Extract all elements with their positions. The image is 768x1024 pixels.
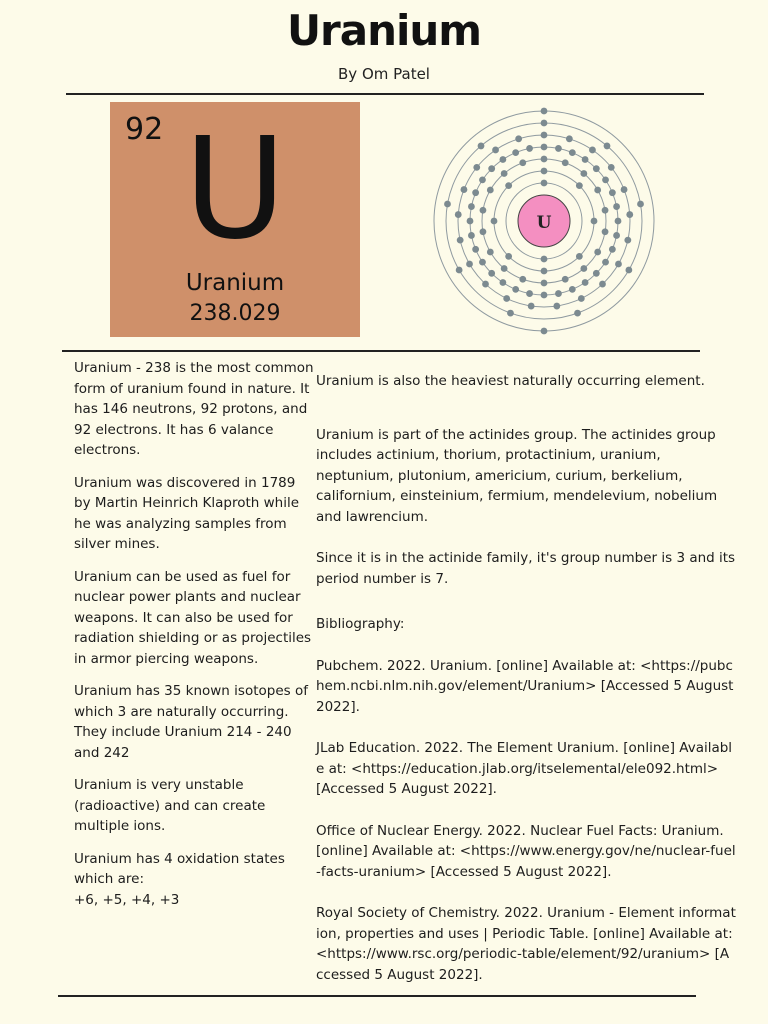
electron bbox=[625, 267, 632, 274]
details-column bbox=[316, 371, 736, 985]
fact-group-period: Since it is in the actinide family, it's group number is 3 and its period number is 7. bbox=[316, 550, 736, 587]
fact-actinides: Uranium is part of the actinides group. The actinides group includes actinium, thorium, protactinium, uranium, neptunium, plutonium, americium, curium, berkelium, californium, einsteinium, fermium, mendelevium, nobelium and lawrencium. bbox=[316, 426, 718, 525]
electron bbox=[487, 249, 494, 256]
electron bbox=[482, 281, 489, 288]
element-symbol: U bbox=[183, 108, 287, 271]
electron bbox=[594, 249, 601, 256]
electron bbox=[609, 189, 616, 196]
fact-isotope-238: Uranium - 238 is the most common form of uranium found in nature. It has 146 neutrons, 92 protons, and 92 electrons. It has 6 valance electrons. bbox=[74, 360, 314, 458]
electron bbox=[569, 149, 576, 156]
electron bbox=[621, 186, 628, 193]
electron bbox=[488, 270, 495, 277]
fact-discovery: Uranium was discovered in 1789 by Martin Heinrich Klaproth while he was analyzing samples from silver mines. bbox=[74, 474, 300, 552]
element-name: Uranium bbox=[185, 270, 285, 296]
electron bbox=[505, 253, 512, 260]
electron bbox=[519, 276, 526, 283]
fact-oxidation-states bbox=[74, 849, 314, 911]
electron bbox=[491, 218, 498, 225]
electron bbox=[515, 135, 522, 142]
electron bbox=[526, 290, 533, 297]
electron bbox=[503, 295, 510, 302]
electron bbox=[461, 186, 468, 193]
facts-column bbox=[74, 358, 314, 910]
electron bbox=[457, 237, 464, 244]
reference-rsc: Royal Society of Chemistry. 2022. Uranium - Element information, properties and uses | Periodic Table. [online] Available at: <https://www.rsc.org/periodic-table/element/92/uranium> [Accessed 5 August 2022]. bbox=[316, 905, 736, 983]
electron bbox=[541, 132, 548, 139]
electron bbox=[492, 147, 499, 154]
electron bbox=[578, 295, 585, 302]
fact-radioactive: Uranium is very unstable (radioactive) and can create multiple ions. bbox=[74, 777, 266, 834]
electron bbox=[562, 159, 569, 166]
electron bbox=[541, 268, 548, 275]
electron bbox=[637, 201, 644, 208]
electron bbox=[468, 232, 475, 239]
electron bbox=[468, 203, 475, 210]
electron bbox=[541, 144, 548, 151]
author-byline: By Om Patel bbox=[338, 65, 430, 83]
electron bbox=[479, 176, 486, 183]
oxidation-values: +6, +5, +4, +3 bbox=[74, 891, 180, 908]
atomic-mass: 238.029 bbox=[189, 301, 281, 326]
bottom-divider bbox=[58, 995, 696, 997]
electron bbox=[479, 259, 486, 266]
electron bbox=[478, 143, 485, 150]
electron bbox=[472, 189, 479, 196]
electron bbox=[624, 237, 631, 244]
electron bbox=[499, 279, 506, 286]
electron bbox=[456, 267, 463, 274]
electron bbox=[615, 261, 622, 268]
reference-pubchem: Pubchem. 2022. Uranium. [online] Available at: <https://pubchem.ncbi.nlm.nih.gov/element/Uranium> [Accessed 5 August 2022]. bbox=[316, 657, 734, 715]
page-title: Uranium bbox=[286, 6, 482, 55]
electron bbox=[593, 165, 600, 172]
electron bbox=[528, 303, 535, 310]
nucleus-label: U bbox=[536, 213, 552, 233]
electron bbox=[599, 281, 606, 288]
bohr-model-diagram bbox=[418, 100, 670, 345]
electron bbox=[541, 120, 548, 127]
atomic-number: 92 bbox=[125, 112, 164, 147]
electron bbox=[609, 246, 616, 253]
electron bbox=[541, 168, 548, 175]
electron bbox=[480, 228, 487, 235]
fact-isotopes: Uranium has 35 known isotopes of which 3 are naturally occurring. They include Uranium 214 - 240 and 242 bbox=[74, 683, 308, 761]
electron bbox=[566, 135, 573, 142]
electron bbox=[541, 108, 548, 115]
electron bbox=[499, 156, 506, 163]
oxidation-intro: Uranium has 4 oxidation states which are: bbox=[74, 850, 285, 887]
electron bbox=[541, 280, 548, 287]
electron bbox=[602, 228, 609, 235]
electron bbox=[488, 165, 495, 172]
top-divider bbox=[66, 93, 704, 95]
fact-uses: Uranium can be used as fuel for nuclear power plants and nuclear weapons. It can also be used for radiation shielding or as projectiles in armor piercing weapons. bbox=[74, 568, 312, 667]
electron bbox=[589, 147, 596, 154]
electron bbox=[582, 279, 589, 286]
electron bbox=[608, 164, 615, 171]
electron bbox=[526, 145, 533, 152]
electron bbox=[569, 286, 576, 293]
electron bbox=[487, 187, 494, 194]
electron bbox=[541, 180, 548, 187]
electron bbox=[626, 211, 633, 218]
electron bbox=[553, 303, 560, 310]
reference-jlab: JLab Education. 2022. The Element Uranium. [online] Available at: <https://education.jlab.org/itselemental/ele092.html> [Accessed 5 August 2022]. bbox=[316, 740, 733, 797]
electron bbox=[512, 149, 519, 156]
electron bbox=[466, 261, 473, 268]
electron bbox=[455, 211, 462, 218]
electron bbox=[541, 156, 548, 163]
electron bbox=[574, 310, 581, 317]
electron bbox=[501, 170, 508, 177]
electron bbox=[541, 292, 548, 299]
electron bbox=[602, 207, 609, 214]
electron bbox=[541, 256, 548, 263]
middle-divider bbox=[62, 350, 700, 352]
electron bbox=[591, 218, 598, 225]
electron bbox=[593, 270, 600, 277]
electron bbox=[505, 182, 512, 189]
electron bbox=[580, 170, 587, 177]
electron bbox=[472, 246, 479, 253]
electron bbox=[473, 164, 480, 171]
bibliography-heading: Bibliography: bbox=[316, 616, 405, 632]
electron bbox=[555, 290, 562, 297]
electron bbox=[604, 143, 611, 150]
electron bbox=[613, 232, 620, 239]
electron bbox=[501, 265, 508, 272]
electron bbox=[541, 328, 548, 335]
electron bbox=[613, 203, 620, 210]
electron bbox=[576, 182, 583, 189]
fact-heaviest: Uranium is also the heaviest naturally occurring element. bbox=[316, 373, 705, 389]
electron bbox=[615, 218, 622, 225]
electron bbox=[576, 253, 583, 260]
element-tile bbox=[110, 102, 360, 337]
electron bbox=[480, 207, 487, 214]
electron bbox=[602, 259, 609, 266]
electron bbox=[582, 156, 589, 163]
electron bbox=[562, 276, 569, 283]
electron bbox=[519, 159, 526, 166]
electron bbox=[507, 310, 514, 317]
electron bbox=[602, 176, 609, 183]
electron bbox=[467, 218, 474, 225]
electron bbox=[594, 187, 601, 194]
electron bbox=[444, 201, 451, 208]
reference-energy-gov: Office of Nuclear Energy. 2022. Nuclear Fuel Facts: Uranium. [online] Available at: <https://www.energy.gov/ne/nuclear-fuel-facts-uranium> [Accessed 5 August 2022]. bbox=[316, 822, 736, 880]
electron bbox=[580, 265, 587, 272]
electron bbox=[555, 145, 562, 152]
electron bbox=[512, 286, 519, 293]
